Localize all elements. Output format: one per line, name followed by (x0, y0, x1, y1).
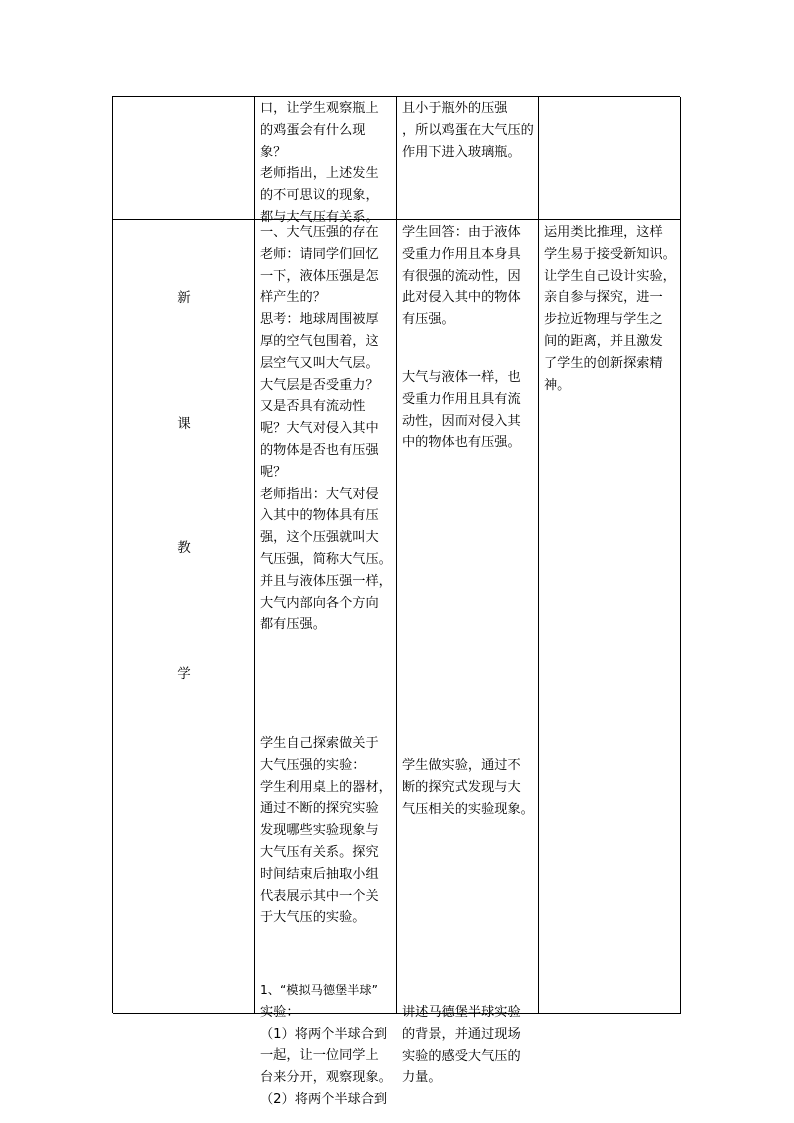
text-line: 运用类比推理，这样 (544, 225, 663, 240)
text-line: 讲述马德堡半球实验 (402, 1005, 521, 1020)
text-line: 发现哪些实验现象与 (260, 823, 379, 839)
text-line: 的不可思议的现象， (260, 188, 379, 204)
text-line: 大气压强的实验： (260, 757, 366, 773)
text-line: 步拉近物理与学生之 (544, 312, 663, 328)
text-line: 且小于瓶外的压强 (402, 101, 508, 116)
text-line: 厚的空气包围着，这 (260, 333, 379, 349)
row1-col4-cell (539, 97, 681, 220)
text-line: 动性，因而对侵入其 (402, 413, 521, 429)
text-line: 的物体是否也有压强 (260, 442, 379, 458)
text-line: 学生回答：由于液体 (402, 225, 521, 240)
text-line: 强，这个压强就叫大 (260, 530, 379, 546)
text-line: 神。 (544, 377, 571, 393)
text-line: 一下，液体压强是怎 (260, 268, 379, 284)
row2-col3-cell (397, 220, 539, 1086)
text-line: 学生利用桌上的器材， (260, 779, 392, 795)
design-intent-text (544, 222, 678, 396)
text-line: 间的距离，并且激发 (544, 333, 663, 349)
section-label-char: 学 (177, 666, 191, 682)
text-line: 有很强的流动性，因 (402, 268, 521, 284)
text-line: 又是否具有流动性 (260, 399, 366, 415)
text-line: 中的物体也有压强。 (402, 435, 521, 451)
text-line: 入其中的物体具有压 (260, 508, 379, 524)
row1-col2-text (260, 98, 394, 229)
text-line: 都与大气压有关系。 (260, 209, 379, 225)
text-line: 象？ (260, 144, 287, 160)
magdeburg-experiment-text (260, 980, 394, 1111)
text-line: ，所以鸡蛋在大气压的 (402, 122, 534, 138)
text-line: 实验： (260, 1004, 300, 1020)
text-line: 大气与液体一样，也 (402, 370, 521, 385)
text-line: 此对侵入其中的物体 (402, 290, 521, 306)
text-line: 气压强，简称大气压。 (260, 551, 392, 567)
text-line: 亲自参与探究，进一 (544, 290, 663, 306)
lesson-plan-table (112, 96, 680, 1107)
section-label-char: 课 (177, 416, 191, 432)
text-line: 大气压有关系。探究 (260, 844, 379, 860)
row1-col3-text (402, 98, 536, 163)
text-line: （2）将两个半球合到 (260, 1091, 388, 1107)
text-line: 力量。 (402, 1070, 442, 1086)
text-line: 实验的感受大气压的 (402, 1048, 521, 1064)
text-line: 受重力作用且本身具 (402, 246, 521, 262)
row1-col3-cell (397, 97, 539, 220)
row1-col2-cell (255, 97, 397, 225)
text-line: 学生自己探索做关于 (260, 736, 379, 751)
text-line: 的鸡蛋会有什么现 (260, 122, 366, 138)
text-line: 思考：地球周围被厚 (260, 312, 379, 328)
text-line: 老师：请同学们回忆 (260, 246, 379, 262)
text-line: 一、大气压强的存在 (260, 225, 379, 240)
student-experiment-text (260, 733, 394, 929)
row2-col1-cell (113, 220, 255, 1014)
text-line: 层空气又叫大气层。 (260, 355, 379, 371)
text-line: 老师指出：大气对侵 (260, 486, 379, 502)
text-line: 样产生的？ (260, 290, 326, 306)
text-line: 都有压强。 (260, 617, 326, 633)
text-line: 学生易于接受新知识。 (544, 246, 676, 262)
text-line: 时间结束后抽取小组 (260, 866, 379, 882)
text-line: 作用下进入玻璃瓶。 (402, 144, 521, 160)
text-line: 并且与液体压强一样， (260, 573, 392, 589)
text-line: 一起，让一位同学上 (260, 1048, 379, 1064)
text-line: 大气内部向各个方向 (260, 595, 379, 611)
text-line: 受重力作用且具有流 (402, 391, 521, 407)
student-activity-text (402, 755, 536, 820)
text-line: 了学生的创新探索精 (544, 355, 663, 371)
text-line: 让学生自己设计实验， (544, 268, 676, 284)
text-line: 老师指出，上述发生 (260, 166, 379, 182)
row1-col1-cell (113, 97, 255, 220)
text-line: 学生做实验，通过不 (402, 758, 521, 773)
text-line: 有压强。 (402, 312, 455, 328)
text-line: （1）将两个半球合到 (260, 1026, 388, 1042)
text-line: 呢？ (260, 464, 287, 480)
text-line: 台来分开，观察现象。 (260, 1070, 392, 1086)
atmosphere-answer-text (402, 367, 536, 454)
text-line: 断的探究式发现与大 (402, 779, 521, 795)
text-line: 的背景，并通过现场 (402, 1026, 521, 1042)
row2-col4-cell (539, 220, 681, 1014)
text-line: 呢？大气对侵入其中 (260, 421, 379, 437)
text-line: 通过不断的探究实验 (260, 801, 379, 817)
text-line: 代表展示其中一个关 (260, 888, 379, 904)
section-label-char: 新 (177, 290, 191, 306)
student-answer-text (402, 222, 536, 331)
text-line: 于大气压的实验。 (260, 910, 366, 926)
text-line: 大气层是否受重力？ (260, 377, 379, 393)
text-line: 口，让学生观察瓶上 (260, 101, 379, 116)
experiment-heading: 1、“模拟马德堡半球” (260, 983, 378, 997)
magdeburg-narration-text (402, 1002, 536, 1089)
row2-col2-cell (255, 220, 397, 1107)
text-line: 气压相关的实验现象。 (402, 801, 534, 817)
section-label-char: 教 (177, 540, 191, 556)
existence-of-pressure-text (260, 222, 394, 636)
